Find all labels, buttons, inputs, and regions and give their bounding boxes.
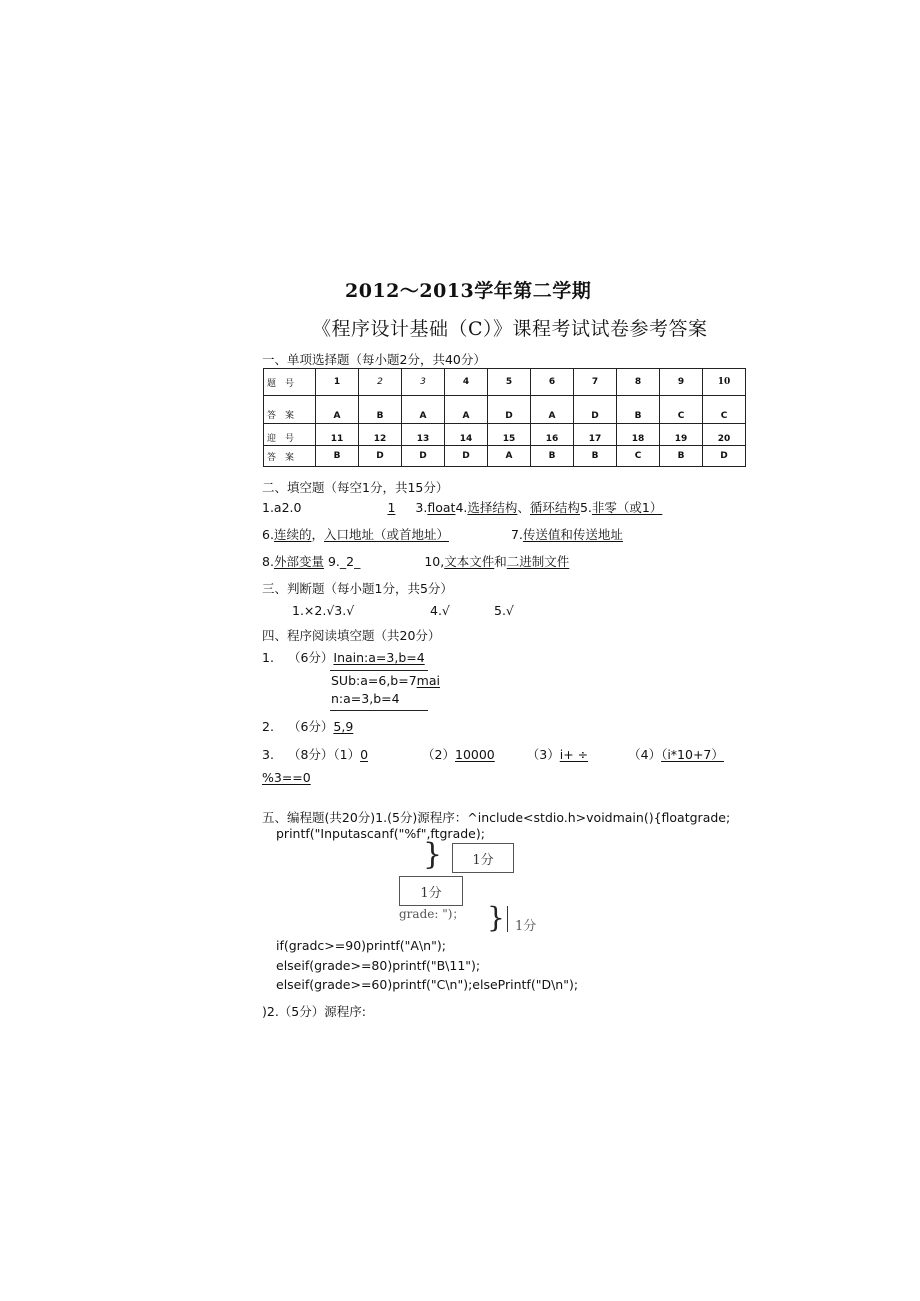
grade-prompt-text: grade: ")； [399,907,465,921]
fill-answer: 外部变量 [273,554,324,569]
table-cell: A [316,396,359,424]
question-number: 2. [262,719,274,734]
score-box: 1分 [399,876,463,906]
fill-answer: 传送值和传送地址 [522,527,623,542]
table-cell: A [445,396,488,424]
table-cell: C [617,446,660,467]
exam-title-line2: 《程序设计基础（C）》课程考试试卷参考答案 [312,318,708,340]
table-cell: 2 [359,369,402,396]
fill-text: 3. [415,500,428,515]
table-cell: 6 [531,369,574,396]
section5-heading: 五、编程题(共20分)1.(5分)源程序：^include<stdio.h>voidmain(){floatgrade; [262,810,731,825]
read-answer: SUb:a=6,b=7 [331,673,417,688]
table-cell: 18 [617,424,660,446]
table-cell: D [488,396,531,424]
table-cell: 3 [402,369,445,396]
table-cell: B [574,446,617,467]
fill-answer: 循环结构 [529,500,580,515]
read-answer: %3==0 [262,770,311,785]
table-cell: D [703,446,746,467]
table-cell: 5 [488,369,531,396]
read-answer: 0 [360,747,369,762]
table-cell: 19 [660,424,703,446]
table-cell: A [402,396,445,424]
question-points: （6分） [287,719,334,734]
question-points: （6分） [287,650,334,665]
table-cell: 1 [316,369,359,396]
table-cell: 8 [617,369,660,396]
table-cell: 14 [445,424,488,446]
table-cell: 15 [488,424,531,446]
table-cell: 答案 [264,396,316,424]
fill-answer: 非零（或1） [591,500,663,515]
read-answer: Inain:a=3,b=4 [333,650,425,665]
fill-text: 5. [579,500,592,515]
table-cell: D [574,396,617,424]
section4-heading: 四、程序阅读填空题（共20分） [262,628,441,643]
question-number: 3. [262,747,274,762]
fill-text: 、 [517,500,530,515]
table-cell: 11 [316,424,359,446]
table-cell: 17 [574,424,617,446]
table-cell: D [402,446,445,467]
table-cell: A [488,446,531,467]
judge-answers-2: 4.√ [430,603,450,618]
table-cell: B [660,446,703,467]
fill-answer: 选择结构 [467,500,518,515]
fill-answer: float [427,500,456,515]
code-line: printf("Inputascanf("%f",ftgrade); [276,826,485,841]
fill-text: ， [311,527,324,542]
section2-heading: 二、填空题（每空1分，共15分） [262,480,449,495]
table-cell: 12 [359,424,402,446]
table-cell: A [531,396,574,424]
answer-rule [330,670,428,671]
table-cell: 13 [402,424,445,446]
table-cell: 9 [660,369,703,396]
fill-text: 4. [455,500,468,515]
table-cell: 题号 [264,369,316,396]
fill-answer: _2_ [339,554,361,569]
table-cell: 10 [703,369,746,396]
read-q1-line2 [331,673,440,688]
fill-text: 7. [510,527,523,542]
brace-icon: } [487,901,505,934]
brace-icon: } [423,837,443,872]
answer-table [263,368,746,467]
table-cell: 20 [703,424,746,446]
answer-rule [330,710,428,711]
fill-line-3 [262,552,569,570]
read-q3 [262,745,724,763]
section3-heading: 三、判断题（每小题1分，共5分） [262,581,453,596]
question-points: （8分） [287,747,334,762]
table-cell: 7 [574,369,617,396]
code-line: elseif(grade>=60)printf("C\n");elsePrintf("D\n"); [276,977,579,992]
exam-title-line1: 2012～2013学年第二学期 [345,280,592,302]
table-cell: 答案 [264,446,316,467]
blank-label: （1） [333,747,361,762]
code-line: elseif(grade>=80)printf("B\11"); [276,958,481,973]
fill-answer: 入口地址（或首地址） [323,527,449,542]
table-cell: 16 [531,424,574,446]
read-q1-line3: n:a=3,b=4 [331,691,400,706]
fill-line-2 [262,525,623,543]
blank-label: （3） [526,747,560,762]
bracket-line [507,906,508,932]
fill-answer: 1 [387,500,396,515]
blank-label: （2） [422,747,455,762]
question-number: 1. [262,650,274,665]
fill-line-1 [262,498,662,516]
table-row [264,446,746,467]
table-cell: D [445,446,488,467]
table-cell: 迎号 [264,424,316,446]
read-q1 [262,648,425,666]
judge-answers-3: 5.√ [494,603,514,618]
read-answer: （i*10+7） [661,747,724,762]
table-cell: B [359,396,402,424]
fill-text: 9. [327,554,340,569]
table-cell: 4 [445,369,488,396]
table-row [264,424,746,446]
score-label: 1分 [515,919,537,934]
read-answer: mai [416,673,440,688]
table-cell: B [617,396,660,424]
blank-label: （4） [628,747,662,762]
table-row [264,369,746,396]
table-row [264,396,746,424]
fill-text: 1.a2.0 [262,500,302,515]
table-cell: C [660,396,703,424]
fill-answer: 二进制文件 [506,554,570,569]
read-q2 [262,717,353,735]
section1-heading: 一、单项选择题（每小题2分，共40分） [262,352,486,367]
code-line: )2.（5分）源程序: [262,1004,366,1019]
fill-answer: 连续的 [273,527,312,542]
read-answer: 5,9 [333,719,354,734]
judge-answers-1: 1.×2.√3.√ [292,603,355,618]
read-answer: i+ ÷ [559,747,589,762]
fill-text: 和 [494,554,507,569]
table-cell: D [359,446,402,467]
table-cell: C [703,396,746,424]
table-cell: B [316,446,359,467]
code-line: if(gradc>=90)printf("A\n"); [276,938,446,953]
fill-text: 8. [262,554,274,569]
read-q3-tail [262,770,311,785]
fill-answer: 文本文件 [444,554,495,569]
fill-text: 6. [262,527,274,542]
read-answer: 10000 [455,747,495,762]
table-cell: B [531,446,574,467]
score-box: 1分 [452,843,514,873]
fill-text: 10, [424,554,445,569]
